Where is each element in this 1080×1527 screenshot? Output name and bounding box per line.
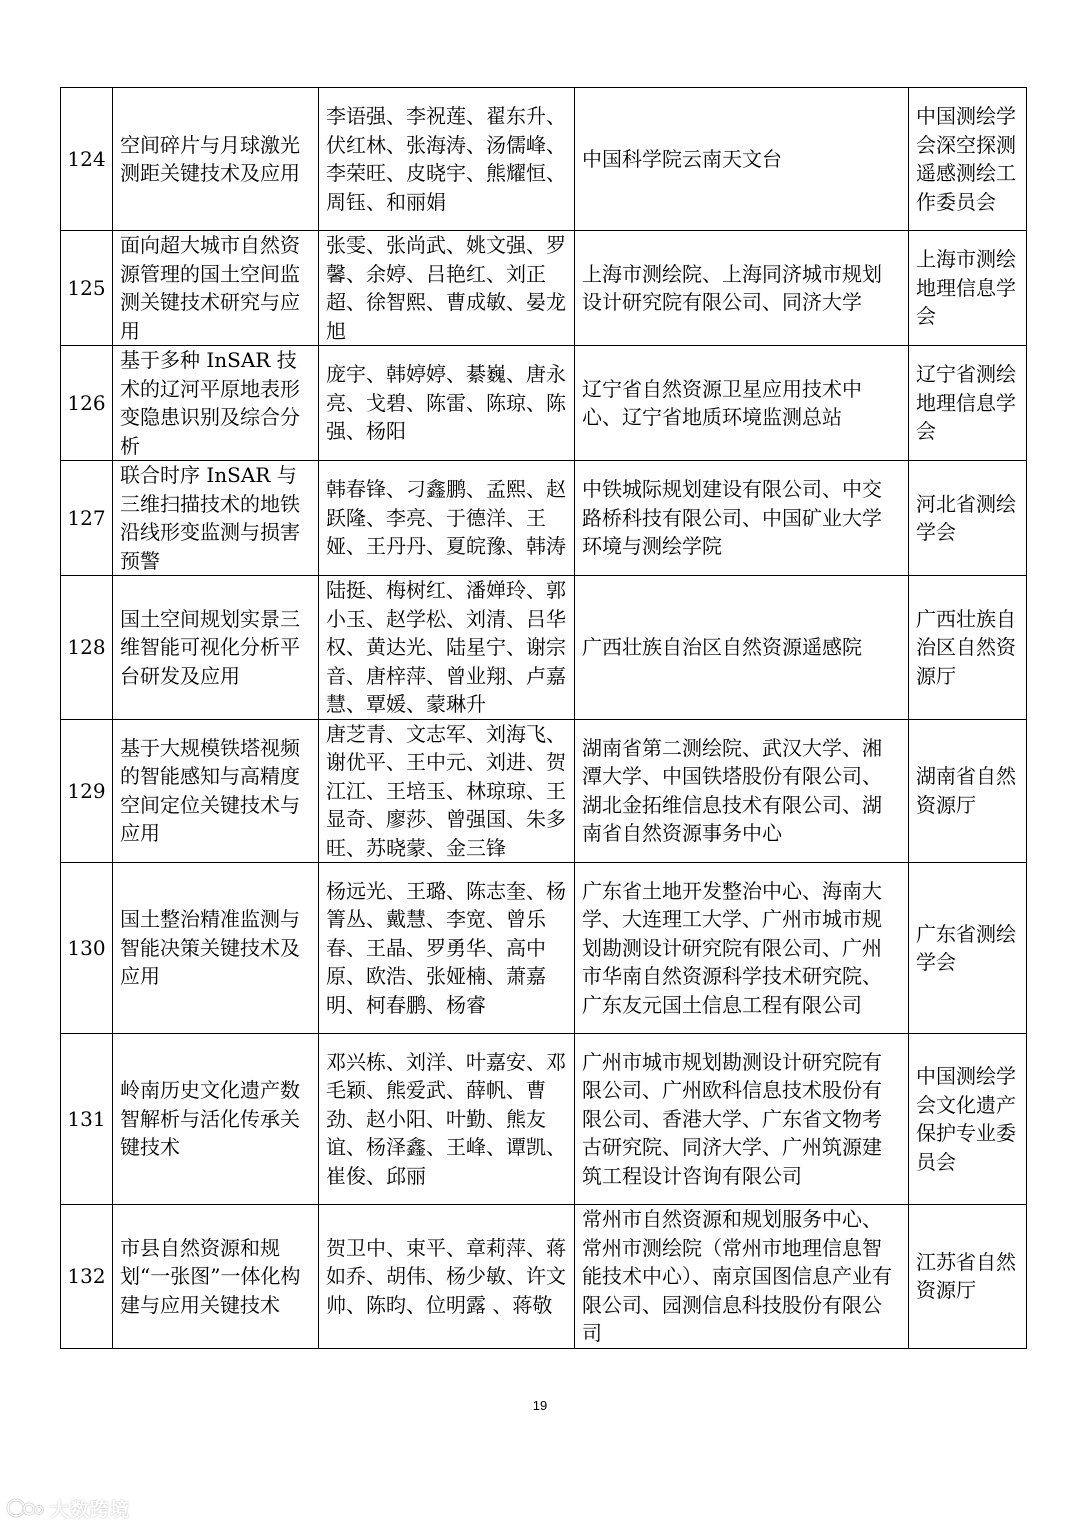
row-number: 129: [61, 719, 113, 863]
row-number: 132: [61, 1205, 113, 1349]
main-contributors: 张雯、张尚武、姚文强、罗馨、余婷、吕艳红、刘正超、徐智熙、曹成敏、晏龙旭: [319, 231, 575, 346]
project-name: 岭南历史文化遗产数智解析与活化传承关键技术: [113, 1034, 319, 1205]
row-number: 131: [61, 1034, 113, 1205]
main-units: 中国科学院云南天文台: [575, 88, 909, 231]
project-name: 国土整治精准监测与智能决策关键技术及应用: [113, 863, 319, 1034]
main-units: 广州市城市规划勘测设计研究院有限公司、广州欧科信息技术股份有限公司、香港大学、广东省文物考古研究院、同济大学、广州筑源建筑工程设计咨询有限公司: [575, 1034, 909, 1205]
recommender: 辽宁省测绘地理信息学会: [909, 346, 1027, 461]
main-units: 中铁城际规划建设有限公司、中交路桥科技有限公司、中国矿业大学环境与测绘学院: [575, 461, 909, 576]
row-number: 130: [61, 863, 113, 1034]
main-contributors: 邓兴栋、刘洋、叶嘉安、邓毛颖、熊爱武、薛帆、曹劲、赵小阳、叶勤、熊友谊、杨泽鑫、王峰、谭凯、崔俊、邱丽: [319, 1034, 575, 1205]
project-name: 面向超大城市自然资源管理的国土空间监测关键技术研究与应用: [113, 231, 319, 346]
table-row: [61, 719, 1027, 863]
main-units: 辽宁省自然资源卫星应用技术中心、辽宁省地质环境监测总站: [575, 346, 909, 461]
project-name: 空间碎片与月球激光测距关键技术及应用: [113, 88, 319, 231]
main-contributors: 庞宇、韩婷婷、綦巍、唐永亮、戈碧、陈雷、陈琼、陈强、杨阳: [319, 346, 575, 461]
main-contributors: 李语强、李祝莲、翟东升、伏红林、张海涛、汤儒峰、李荣旺、皮晓宇、熊耀恒、周钰、和丽娟: [319, 88, 575, 231]
project-name: 国土空间规划实景三维智能可视化分析平台研发及应用: [113, 576, 319, 720]
row-number: 127: [61, 461, 113, 576]
page-number: 19: [532, 1398, 548, 1413]
main-contributors: 韩春锋、刁鑫鹏、孟熙、赵跃隆、李亮、于德洋、王娅、王丹丹、夏皖豫、韩涛: [319, 461, 575, 576]
recommender: 中国测绘学会文化遗产保护专业委员会: [909, 1034, 1027, 1205]
recommender: 广西壮族自治区自然资源厅: [909, 576, 1027, 720]
main-units: 常州市自然资源和规划服务中心、常州市测绘院（常州市地理信息智能技术中心）、南京国图信息产业有限公司、园测信息科技股份有限公司: [575, 1205, 909, 1349]
main-units: 广西壮族自治区自然资源遥感院: [575, 576, 909, 720]
project-name: 联合时序 InSAR 与三维扫描技术的地铁沿线形变监测与损害预警: [113, 461, 319, 576]
award-table: [60, 87, 1027, 1349]
recommender: 上海市测绘地理信息学会: [909, 231, 1027, 346]
main-contributors: 杨远光、王璐、陈志奎、杨箐丛、戴慧、李宽、曾乐春、王晶、罗勇华、高中原、欧浩、张娅楠、萧嘉明、柯春鹏、杨睿: [319, 863, 575, 1034]
main-contributors: 贺卫中、束平、章莉萍、蒋如乔、胡伟、杨少敏、许文帅、陈昀、位明露 、蒋敬: [319, 1205, 575, 1349]
main-units: 广东省土地开发整治中心、海南大学、大连理工大学、广州市城市规划勘测设计研究院有限公司、广州市华南自然资源科学技术研究院、广东友元国土信息工程有限公司: [575, 863, 909, 1034]
main-units: 湖南省第二测绘院、武汉大学、湘潭大学、中国铁塔股份有限公司、湖北金拓维信息技术有限公司、湖南省自然资源事务中心: [575, 719, 909, 863]
table-row: [61, 346, 1027, 461]
table-row: [61, 231, 1027, 346]
row-number: 128: [61, 576, 113, 720]
table-row: [61, 88, 1027, 231]
project-name: 基于多种 InSAR 技术的辽河平原地表形变隐患识别及综合分析: [113, 346, 319, 461]
main-contributors: 陆挺、梅树红、潘婵玲、郭小玉、赵学松、刘清、吕华权、黄达光、陆星宁、谢宗音、唐梓萍、曾业翔、卢嘉慧、覃媛、蒙琳升: [319, 576, 575, 720]
recommender: 河北省测绘学会: [909, 461, 1027, 576]
row-number: 124: [61, 88, 113, 231]
recommender: 湖南省自然资源厅: [909, 719, 1027, 863]
table-row: [61, 576, 1027, 720]
table-row: [61, 863, 1027, 1034]
row-number: 126: [61, 346, 113, 461]
table-row: [61, 461, 1027, 576]
main-contributors: 唐芝青、文志军、刘海飞、谢优平、王中元、刘进、贺江江、王培玉、林琼琼、王显奇、廖莎、曾强国、朱多旺、苏晓蒙、金三锋: [319, 719, 575, 863]
main-units: 上海市测绘院、上海同济城市规划设计研究院有限公司、同济大学: [575, 231, 909, 346]
table-row: [61, 1034, 1027, 1205]
watermark: [6, 1494, 130, 1522]
row-number: 125: [61, 231, 113, 346]
recommender: 中国测绘学会深空探测遥感测绘工作委员会: [909, 88, 1027, 231]
table-row: [61, 1205, 1027, 1349]
watermark-text: 大数跨境: [50, 1498, 131, 1521]
dashuju-logo-icon: [6, 1496, 46, 1520]
recommender: 广东省测绘学会: [909, 863, 1027, 1034]
recommender: 江苏省自然资源厅: [909, 1205, 1027, 1349]
project-name: 基于大规模铁塔视频的智能感知与高精度空间定位关键技术与应用: [113, 719, 319, 863]
project-name: 市县自然资源和规划“一张图”一体化构建与应用关键技术: [113, 1205, 319, 1349]
